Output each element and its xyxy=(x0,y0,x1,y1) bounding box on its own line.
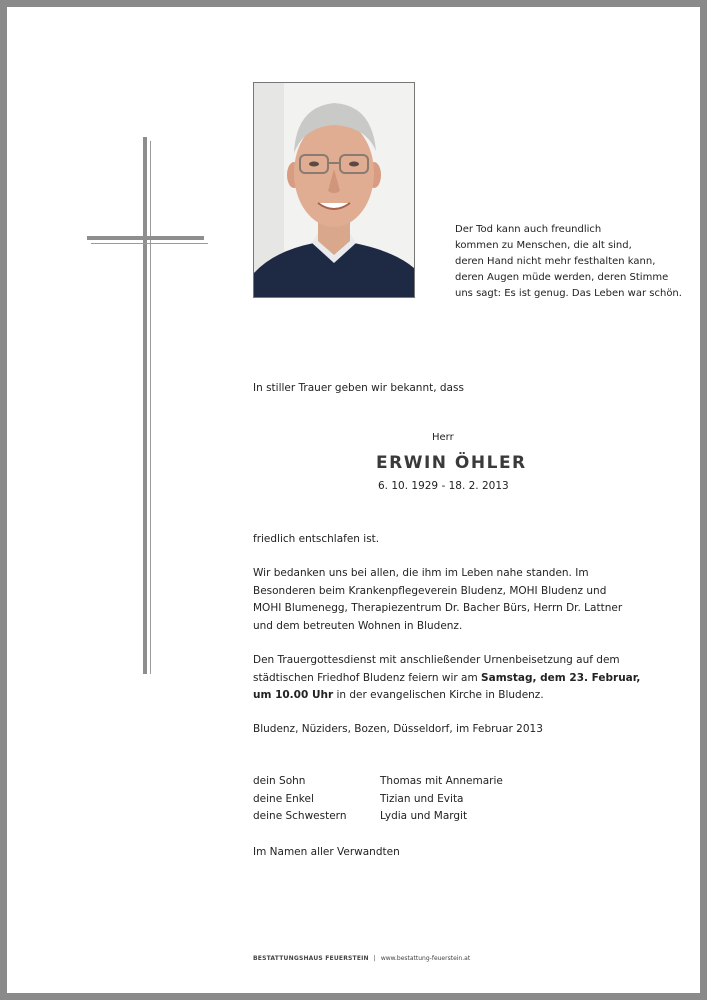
portrait-photo xyxy=(253,82,415,298)
thanks-paragraph xyxy=(253,565,622,635)
thanks-line: Wir bedanken uns bei allen, die ihm im Leben nahe standen. Im xyxy=(253,567,589,579)
salutation: Herr xyxy=(432,432,454,443)
service-time: um 10.00 Uhr xyxy=(253,689,334,701)
place-date: Bludenz, Nüziders, Bozen, Düsseldorf, im Februar 2013 xyxy=(253,723,543,735)
cross-horizontal-line xyxy=(91,243,208,244)
family-relation: deine Enkel xyxy=(253,793,314,805)
service-line: Den Trauergottesdienst mit anschließender Urnenbeisetzung auf dem xyxy=(253,654,620,666)
family-names: Lydia und Margit xyxy=(380,810,468,822)
service-text: städtischen Friedhof Bludenz feiern wir am xyxy=(253,671,482,684)
footer xyxy=(253,955,470,962)
service-date: Samstag, dem 23. Februar, xyxy=(481,671,641,684)
family-row xyxy=(253,775,553,791)
passed-text: friedlich entschlafen ist. xyxy=(253,533,380,545)
poem-line: deren Augen müde werden, deren Stimme xyxy=(455,272,669,283)
cross-vertical-line xyxy=(150,141,151,674)
family-relation: deine Schwestern xyxy=(253,810,347,822)
service-paragraph xyxy=(253,652,640,705)
poem-line: Der Tod kann auch freundlich xyxy=(455,224,602,235)
family-names: Tizian und Evita xyxy=(380,793,464,805)
deceased-name: ERWIN ÖHLER xyxy=(376,453,527,473)
relatives-text: Im Namen aller Verwandten xyxy=(253,846,400,858)
cross-vertical-bar xyxy=(143,137,147,674)
thanks-line: Besonderen beim Krankenpflegeverein Bludenz, MOHI Bludenz und xyxy=(253,584,607,597)
announcement-text: In stiller Trauer geben wir bekannt, dass xyxy=(253,382,464,394)
life-dates: 6. 10. 1929 - 18. 2. 2013 xyxy=(378,480,509,492)
footer-brand: BESTATTUNGSHAUS FEUERSTEIN xyxy=(253,955,369,962)
service-text: in der evangelischen Kirche in Bludenz. xyxy=(333,689,544,701)
cross-horizontal-bar xyxy=(87,236,204,240)
family-row xyxy=(253,810,553,826)
poem-line: kommen zu Menschen, die alt sind, xyxy=(455,240,632,251)
poem-line: deren Hand nicht mehr festhalten kann, xyxy=(455,256,656,267)
family-relation: dein Sohn xyxy=(253,775,306,787)
footer-separator: | xyxy=(373,955,376,962)
family-names: Thomas mit Annemarie xyxy=(380,775,503,787)
family-row xyxy=(253,793,553,809)
poem xyxy=(455,222,685,302)
thanks-line: MOHI Blumenegg, Therapiezentrum Dr. Bacher Bürs, Herrn Dr. Lattner xyxy=(253,602,623,614)
service-line xyxy=(253,687,640,705)
footer-url[interactable]: www.bestattung-feuerstein.at xyxy=(380,955,471,962)
poem-line: uns sagt: Es ist genug. Das Leben war schön. xyxy=(455,288,682,299)
service-line xyxy=(253,670,640,688)
thanks-line: und dem betreuten Wohnen in Bludenz. xyxy=(253,619,463,632)
